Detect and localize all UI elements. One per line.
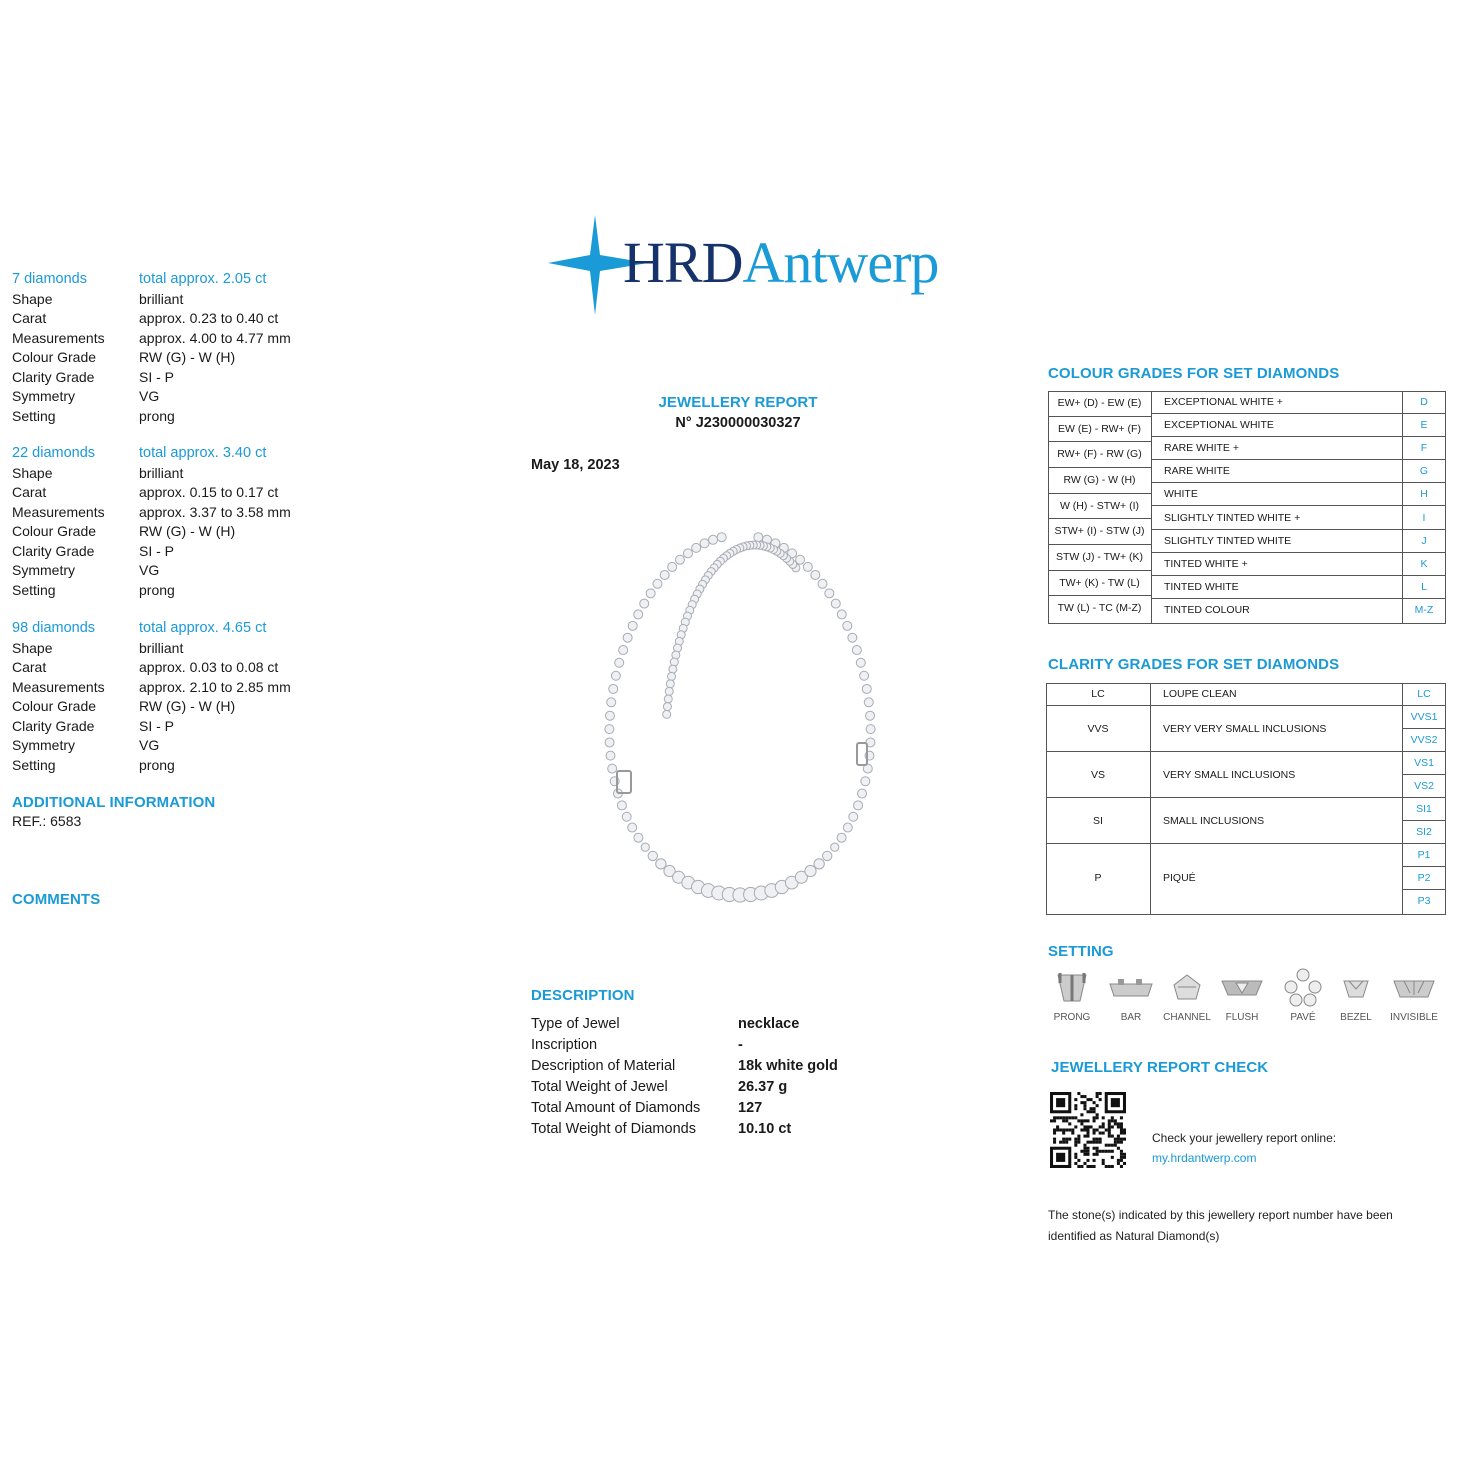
clarity-code-cell: LC — [1046, 683, 1150, 706]
colour-letter-cell: H — [1403, 483, 1445, 506]
colour-range-cell: RW+ (F) - RW (G) — [1048, 442, 1151, 468]
diamond-property-row — [12, 368, 342, 388]
clarity-sub-cell: VS2 — [1403, 775, 1445, 798]
diamond-property-row — [12, 561, 342, 581]
colour-letter-cell: I — [1403, 507, 1445, 530]
colour-range-cell: TW (L) - TC (M-Z) — [1057, 602, 1142, 615]
description-table — [531, 1014, 838, 1140]
diamond-property-row — [12, 309, 342, 329]
property-label: Measurements — [12, 329, 105, 346]
colour-name-cell: SLIGHTLY TINTED WHITE — [1152, 530, 1402, 553]
description-label: Total Weight of Diamonds — [531, 1121, 696, 1137]
check-link[interactable]: my.hrdantwerp.com — [1152, 1151, 1257, 1165]
property-value: prong — [139, 756, 175, 773]
diamond-count: 7 diamonds — [12, 271, 87, 287]
description-value: necklace — [738, 1016, 800, 1032]
property-value: approx. 2.10 to 2.85 mm — [139, 678, 291, 695]
diamond-total: total approx. 4.65 ct — [139, 620, 267, 636]
description-value: 10.10 ct — [738, 1121, 792, 1137]
description-row — [531, 1035, 838, 1056]
property-label: Symmetry — [12, 562, 75, 578]
setting-item — [1276, 968, 1330, 1023]
clarity-sub-cell: VVS2 — [1403, 729, 1445, 752]
bezel-icon — [1331, 968, 1381, 1008]
invisible-icon — [1389, 968, 1439, 1008]
property-label: Clarity Grade — [12, 368, 95, 385]
setting-label: FLUSH — [1225, 1012, 1259, 1023]
clarity-code-cell: VS — [1046, 752, 1150, 798]
property-label: Shape — [12, 464, 53, 481]
property-value: approx. 4.00 to 4.77 mm — [139, 329, 291, 346]
property-label: Colour Grade — [12, 349, 97, 365]
colour-letter-cell: D — [1403, 391, 1445, 414]
diamond-property-row — [12, 407, 342, 427]
property-value: VG — [139, 737, 160, 753]
pave-icon — [1276, 968, 1330, 1008]
colour-range-cell: STW+ (I) - STW (J) — [1048, 519, 1151, 545]
diamond-group-header — [12, 270, 342, 290]
colour-grades-table — [1048, 391, 1446, 624]
diamond-property-row — [12, 348, 342, 368]
property-label: Measurements — [12, 503, 105, 520]
clarity-sub-cell: P2 — [1403, 867, 1445, 890]
property-label: Carat — [12, 659, 47, 675]
setting-label: BEZEL — [1340, 1012, 1372, 1023]
setting-item — [1046, 968, 1098, 1023]
check-online-text: Check your jewellery report online: — [1152, 1131, 1337, 1145]
additional-info-title: ADDITIONAL INFORMATION — [12, 794, 216, 811]
diamond-property-row — [12, 464, 342, 484]
colour-letter-cell: M-Z — [1414, 603, 1434, 616]
colour-name-cell: SLIGHTLY TINTED WHITE + — [1152, 507, 1402, 530]
diamond-property-row — [12, 756, 342, 776]
description-title: DESCRIPTION — [531, 987, 635, 1004]
colour-letter-cell: G — [1403, 460, 1445, 483]
diamond-property-row — [12, 736, 342, 756]
colour-name-cell: TINTED COLOUR — [1164, 603, 1250, 616]
property-label: Carat — [12, 310, 47, 326]
property-label: Setting — [12, 756, 56, 773]
diamond-property-row — [12, 697, 342, 717]
clarity-sub-cell: VS1 — [1403, 752, 1445, 775]
comments-title: COMMENTS — [12, 891, 101, 908]
diamond-total: total approx. 3.40 ct — [139, 445, 267, 461]
property-label: Setting — [12, 407, 56, 424]
property-value: approx. 0.23 to 0.40 ct — [139, 310, 279, 326]
diamond-property-row — [12, 387, 342, 407]
description-label: Inscription — [531, 1037, 598, 1053]
setting-label: INVISIBLE — [1390, 1012, 1438, 1023]
colour-range-cell: W (H) - STW+ (I) — [1048, 494, 1151, 520]
diamond-property-row — [12, 290, 342, 310]
clarity-sub-cell: P3 — [1417, 895, 1431, 907]
colour-letter-cell: J — [1403, 530, 1445, 553]
qr-code-icon[interactable] — [1050, 1092, 1126, 1168]
description-row — [531, 1077, 838, 1098]
diamond-group — [12, 444, 342, 600]
diamond-group-header — [12, 444, 342, 464]
property-value: SI - P — [139, 368, 175, 385]
clarity-sub-cell: VVS1 — [1403, 706, 1445, 729]
diamond-property-row — [12, 678, 342, 698]
property-value: approx. 3.37 to 3.58 mm — [139, 503, 291, 520]
clarity-grades-title: CLARITY GRADES FOR SET DIAMONDS — [1048, 656, 1340, 673]
prong-icon — [1046, 968, 1098, 1008]
clarity-sub-cell: P1 — [1403, 844, 1445, 867]
diamond-property-row — [12, 483, 342, 503]
description-label: Type of Jewel — [531, 1016, 620, 1032]
colour-range-cell: STW (J) - TW+ (K) — [1048, 545, 1151, 571]
property-label: Measurements — [12, 678, 105, 695]
colour-name-cell: RARE WHITE — [1152, 460, 1402, 483]
setting-label: PAVÉ — [1290, 1012, 1316, 1023]
diamond-group — [12, 270, 342, 426]
logo-text-antwerp: Antwerp — [742, 230, 939, 295]
diamond-property-row — [12, 503, 342, 523]
property-label: Shape — [12, 639, 53, 656]
property-label: Setting — [12, 581, 56, 598]
diamond-count: 98 diamonds — [12, 620, 96, 636]
description-value: 26.37 g — [738, 1079, 788, 1095]
clarity-code-cell: P — [1094, 872, 1102, 884]
clarity-code-cell: VVS — [1046, 706, 1150, 752]
description-label: Description of Material — [531, 1058, 676, 1074]
property-label: Colour Grade — [12, 698, 97, 714]
property-value: approx. 0.15 to 0.17 ct — [139, 484, 279, 500]
description-value: 18k white gold — [738, 1058, 838, 1074]
clarity-name-cell: SMALL INCLUSIONS — [1151, 798, 1402, 844]
description-value: 127 — [738, 1100, 763, 1116]
description-row — [531, 1014, 838, 1035]
bar-icon — [1105, 968, 1157, 1008]
natural-note-line2: identified as Natural Diamond(s) — [1048, 1229, 1220, 1243]
clarity-name-cell: LOUPE CLEAN — [1151, 683, 1402, 706]
property-value: approx. 0.03 to 0.08 ct — [139, 659, 279, 675]
setting-item — [1218, 968, 1266, 1023]
setting-label: CHANNEL — [1163, 1012, 1211, 1023]
diamond-property-row — [12, 522, 342, 542]
property-value: SI - P — [139, 717, 175, 734]
property-value: RW (G) - W (H) — [139, 523, 236, 539]
description-label: Total Weight of Jewel — [531, 1079, 668, 1095]
clarity-sub-cell: LC — [1403, 683, 1445, 706]
property-value: RW (G) - W (H) — [139, 698, 236, 714]
clarity-sub-cell: SI2 — [1403, 821, 1445, 844]
description-row — [531, 1056, 838, 1077]
property-value: VG — [139, 388, 160, 404]
colour-range-cell: EW+ (D) - EW (E) — [1048, 391, 1151, 417]
colour-name-cell: TINTED WHITE + — [1152, 553, 1402, 576]
setting-item — [1331, 968, 1381, 1023]
colour-range-cell: TW+ (K) - TW (L) — [1048, 571, 1151, 597]
hrd-logo — [548, 215, 968, 320]
colour-name-cell: WHITE — [1152, 483, 1402, 506]
property-value: RW (G) - W (H) — [139, 349, 236, 365]
colour-letter-cell: F — [1403, 437, 1445, 460]
setting-item — [1105, 968, 1157, 1023]
colour-range-cell: RW (G) - W (H) — [1048, 468, 1151, 494]
property-value: brilliant — [139, 639, 184, 656]
clarity-name-cell: VERY SMALL INCLUSIONS — [1151, 752, 1402, 798]
property-label: Shape — [12, 290, 53, 307]
logo-text-hrd: HRD — [623, 230, 743, 295]
property-label: Symmetry — [12, 737, 75, 753]
property-value: brilliant — [139, 290, 184, 307]
property-label: Clarity Grade — [12, 717, 95, 734]
report-check-title: JEWELLERY REPORT CHECK — [1051, 1059, 1269, 1076]
clarity-grades-table — [1046, 683, 1446, 915]
setting-item — [1161, 968, 1213, 1023]
setting-label: PRONG — [1053, 1012, 1091, 1023]
clarity-code-cell: SI — [1046, 798, 1150, 844]
setting-title: SETTING — [1048, 943, 1114, 960]
diamond-group-header — [12, 619, 342, 639]
natural-note-line1: The stone(s) indicated by this jewellery report number have been — [1048, 1208, 1393, 1222]
diamond-property-row — [12, 329, 342, 349]
property-value: prong — [139, 407, 175, 424]
diamond-property-row — [12, 639, 342, 659]
diamond-total: total approx. 2.05 ct — [139, 271, 267, 287]
report-number: N° J230000030327 — [675, 415, 801, 431]
property-value: brilliant — [139, 464, 184, 481]
ref-number: REF.: 6583 — [12, 813, 82, 829]
property-label: Clarity Grade — [12, 542, 95, 559]
property-value: prong — [139, 581, 175, 598]
setting-label: BAR — [1120, 1012, 1142, 1023]
diamond-property-row — [12, 717, 342, 737]
property-label: Symmetry — [12, 388, 75, 404]
report-title: JEWELLERY REPORT — [658, 394, 818, 411]
diamond-property-row — [12, 581, 342, 601]
diamond-group — [12, 619, 342, 775]
flush-icon — [1218, 968, 1266, 1008]
diamond-property-row — [12, 542, 342, 562]
diamond-count: 22 diamonds — [12, 445, 96, 461]
colour-grades-title: COLOUR GRADES FOR SET DIAMONDS — [1048, 365, 1340, 382]
channel-icon — [1161, 968, 1213, 1008]
description-row — [531, 1119, 838, 1140]
colour-name-cell: EXCEPTIONAL WHITE — [1152, 414, 1402, 437]
diamond-property-row — [12, 658, 342, 678]
colour-letter-cell: E — [1403, 414, 1445, 437]
colour-letter-cell: K — [1403, 553, 1445, 576]
description-row — [531, 1098, 838, 1119]
property-value: SI - P — [139, 542, 175, 559]
clarity-name-cell: VERY VERY SMALL INCLUSIONS — [1151, 706, 1402, 752]
necklace-image — [585, 525, 895, 935]
colour-name-cell: EXCEPTIONAL WHITE + — [1152, 391, 1402, 414]
description-label: Total Amount of Diamonds — [531, 1100, 701, 1116]
colour-name-cell: RARE WHITE + — [1152, 437, 1402, 460]
colour-name-cell: TINTED WHITE — [1152, 576, 1402, 599]
clarity-sub-cell: SI1 — [1403, 798, 1445, 821]
description-value: - — [738, 1037, 743, 1053]
clarity-name-cell: PIQUÉ — [1163, 872, 1196, 884]
setting-item — [1389, 968, 1439, 1023]
property-label: Carat — [12, 484, 47, 500]
report-date: May 18, 2023 — [531, 457, 620, 473]
property-label: Colour Grade — [12, 523, 97, 539]
property-value: VG — [139, 562, 160, 578]
colour-range-cell: EW (E) - RW+ (F) — [1048, 417, 1151, 443]
colour-letter-cell: L — [1403, 576, 1445, 599]
